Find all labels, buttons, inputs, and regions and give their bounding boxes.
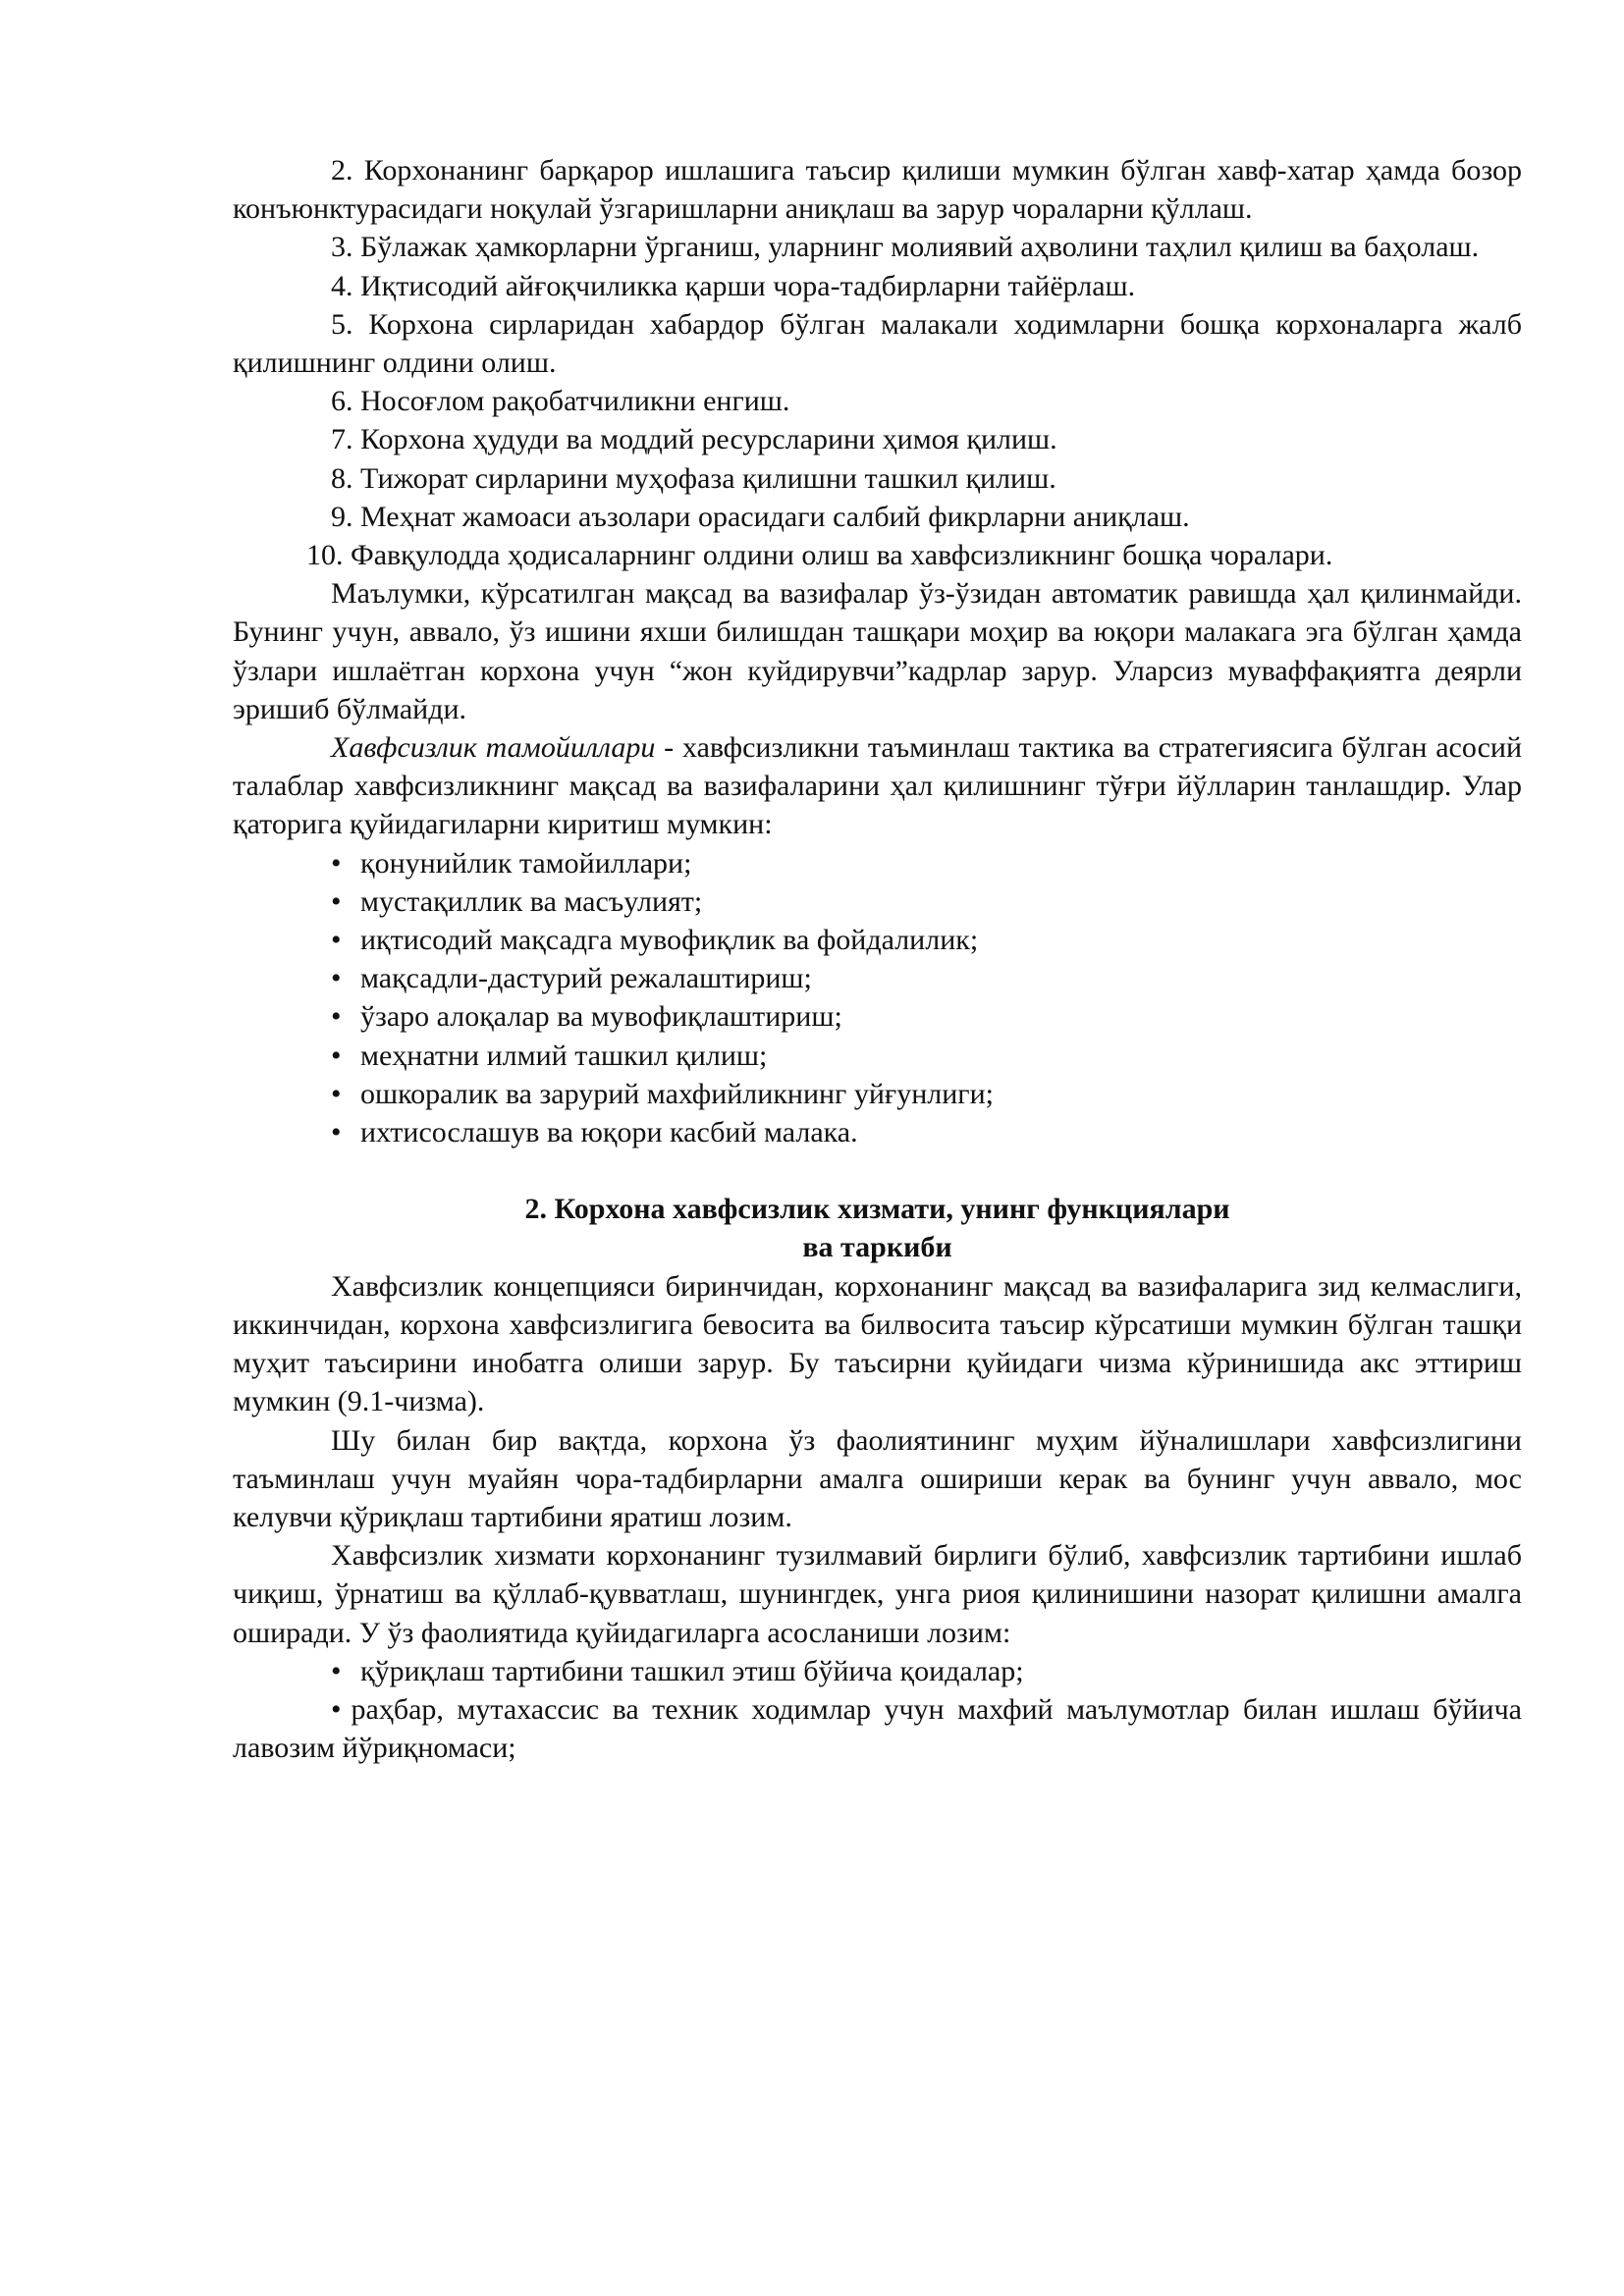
principle-item: • ихтисослашув ва юқори касбий малака.: [233, 1113, 1522, 1151]
service-basis-item: • қўриқлаш тартибини ташкил этиш бўйича қоидалар;: [233, 1652, 1522, 1690]
section-heading: [233, 1190, 1522, 1266]
principle-item: • меҳнатни илмий ташкил қилиш;: [233, 1037, 1522, 1075]
list-item-9: 9. Меҳнат жамоаси аъзолари орасидаги салбий фикрларни аниқлаш.: [331, 500, 1190, 533]
list-item-8: 8. Тижорат сирларини муҳофаза қилишни ташкил қилиш.: [331, 461, 1056, 495]
principle-item: • қонунийлик тамойиллари;: [233, 844, 1522, 882]
paragraph-security-service: Хавфсизлик хизмати корхонанинг тузилмавий бирлиги бўлиб, хавфсизлик тартибини ишлаб чиқиш, ўрнатиш ва қўллаб-қувватлаш, шунингдек, унга риоя қилинишини назорат қилишни амалга оширади. У ўз фаолиятида қуйидагиларга асосланиши лозим:: [233, 1539, 1522, 1649]
bullet-icon: •: [331, 924, 342, 957]
term-security-principles: Хавфсизлик тамойиллари: [331, 731, 656, 765]
principle-item: • ўзаро алоқалар ва мувофиқлаштириш;: [233, 997, 1522, 1036]
list-item-3: 3. Бўлажак ҳамкорларни ўрганиш, уларнинг молиявий аҳволини таҳлил қилиш ва баҳолаш.: [331, 231, 1480, 264]
list-item-7: 7. Корхона ҳудуди ва моддий ресурсларини ҳимоя қилиш.: [331, 423, 1057, 456]
bullet-icon: •: [331, 1039, 342, 1072]
principle-item: • иқтисодий мақсадга мувофиқлик ва фойдалилик;: [233, 921, 1522, 959]
list-item-2: 2. Корхонанинг барқарор ишлашига таъсир қилиши мумкин бўлган хавф-хатар ҳамда бозор конъюнктурасидаги ноқулай ўзгаришларни аниқлаш ва зарур чораларни қўллаш.: [233, 154, 1522, 226]
service-basis-item: • раҳбар, мутахассис ва техник ходимлар учун махфий маълумотлар билан ишлаш бўйича лавозим йўриқномаси;: [233, 1690, 1522, 1767]
bullet-icon: •: [331, 1000, 342, 1034]
paragraph-principles: [233, 728, 1522, 844]
list-item-10: 10. Фавқулодда ҳодисаларнинг олдини олиш ва хавфсизликнинг бошқа чоралари.: [306, 539, 1333, 572]
bullet-icon: •: [331, 846, 342, 880]
paragraph-info: Маълумки, кўрсатилган мақсад ва вазифалар ўз-ўзидан автоматик равишда ҳал қилинмайди. Бунинг учун, аввало, ўз ишини яхши билишдан ташқари моҳир ва юқори малакага эга бўлган ҳамда ўзлари ишлаётган корхона учун “жон куйдирувчи”кадрлар зарур. Уларсиз муваффақиятга деярли эришиб бўлмайди.: [233, 577, 1522, 725]
bullet-icon: •: [331, 1654, 342, 1687]
bullet-icon: •: [331, 1116, 342, 1149]
service-basis-list: [233, 1652, 1522, 1768]
principle-item: • мақсадли-дастурий режалаштириш;: [233, 959, 1522, 997]
principles-list: [233, 844, 1522, 1152]
bullet-icon: •: [331, 1077, 342, 1110]
principles-definition: - хавфсизликни таъминлаш тактика ва стратегиясига бўлган асосий талаблар хавфсизликнинг мақсад ва вазифаларини ҳал қилишнинг тўғри йўлларин танлашдир. Улар қаторига қуйидагиларни киритиш мумкин:: [233, 731, 1522, 841]
list-item-4: 4. Иқтисодий айғоқчиликка қарши чора-тадбирларни тайёрлаш.: [331, 269, 1136, 302]
document-page: [233, 151, 1522, 1767]
list-item-6: 6. Носоғлом рақобатчиликни енгиш.: [331, 385, 790, 418]
bullet-icon: •: [331, 1692, 342, 1726]
section-heading-line-2: ва таркиби: [802, 1231, 952, 1264]
bullet-icon: •: [331, 884, 342, 918]
paragraph-concept: Хавфсизлик концепцияси биринчидан, корхонанинг мақсад ва вазифаларига зид келмаслиги, иккинчидан, корхона хавфсизлигига бевосита ва билвосита таъсир кўрсатиши мумкин бўлган ташқи муҳит таъсирини инобатга олиши зарур. Бу таъсирни қуйидаги чизма кўринишида акс эттириш мумкин (9.1-чизма).: [233, 1269, 1522, 1418]
bullet-icon: •: [331, 962, 342, 995]
list-item-5: 5. Корхона сирларидан хабардор бўлган малакали ходимларни бошқа корхоналарга жалб қилишнинг олдини олиш.: [233, 307, 1522, 380]
principle-item: • ошкоралик ва зарурий махфийликнинг уйғунлиги;: [233, 1075, 1522, 1113]
section-heading-line-1: 2. Корхона хавфсизлик хизмати, унинг функциялари: [524, 1193, 1230, 1226]
paragraph-meanwhile: Шу билан бир вақтда, корхона ўз фаолиятининг муҳим йўналишлари хавфсизлигини таъминлаш учун муайян чора-тадбирларни амалга ошириши керак ва бунинг учун аввало, мос келувчи қўриқлаш тартибини яратиш лозим.: [233, 1423, 1522, 1533]
principle-item: • мустақиллик ва масъулият;: [233, 882, 1522, 921]
